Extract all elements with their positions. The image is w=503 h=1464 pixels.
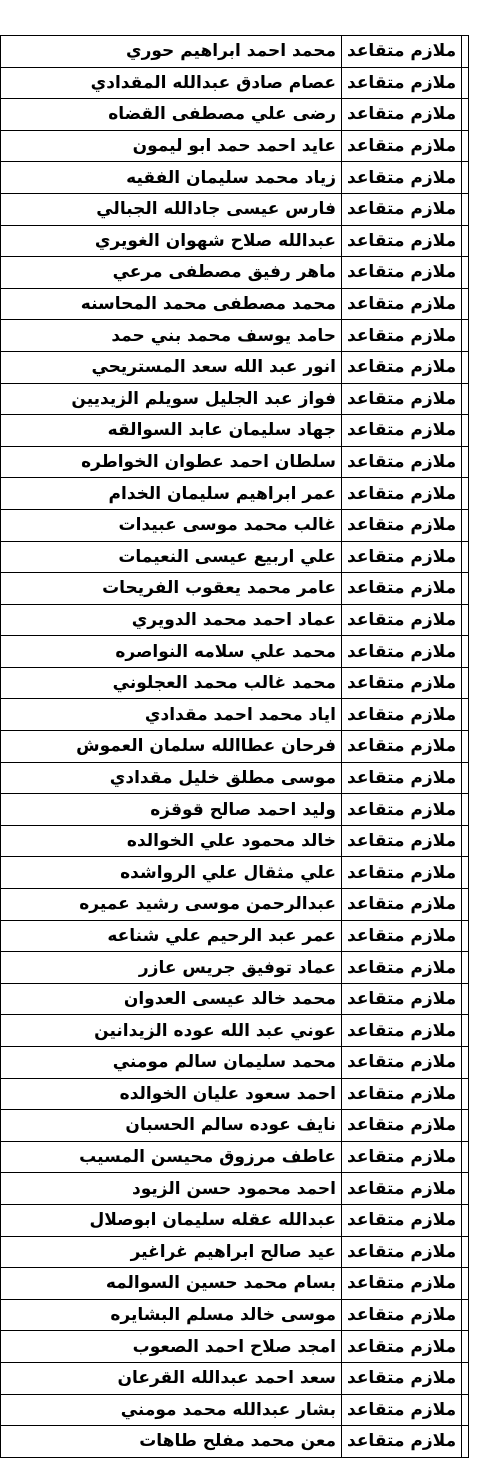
row-edge-cell [462,1110,469,1142]
table-row [1,573,469,605]
name-cell: عايد احمد حمد ابو ليمون [1,130,342,162]
name-cell: بسام محمد حسين السوالمه [1,1268,342,1300]
row-edge-cell [462,636,469,668]
table-row [1,762,469,794]
table-row [1,36,469,68]
rank-cell: ملازم متقاعد [342,699,462,731]
table-row [1,1047,469,1079]
name-cell: موسى مطلق خليل مقدادي [1,762,342,794]
table-row [1,478,469,510]
table-row [1,1426,469,1458]
rank-cell: ملازم متقاعد [342,351,462,383]
name-cell: احمد محمود حسن الزيود [1,1173,342,1205]
name-cell: عماد توفيق جريس عازر [1,952,342,984]
rank-cell: ملازم متقاعد [342,320,462,352]
table-row [1,952,469,984]
name-cell: عصام صادق عبدالله المقدادي [1,67,342,99]
rank-cell: ملازم متقاعد [342,36,462,68]
table-row [1,130,469,162]
rank-cell: ملازم متقاعد [342,731,462,763]
name-cell: عوني عبد الله عوده الزيدانين [1,1015,342,1047]
table-row [1,257,469,289]
row-edge-cell [462,857,469,889]
row-edge-cell [462,446,469,478]
row-edge-cell [462,762,469,794]
row-edge-cell [462,889,469,921]
row-edge-cell [462,509,469,541]
table-row [1,857,469,889]
table-row [1,320,469,352]
name-cell: عبدالله صلاح شهوان الغويري [1,225,342,257]
row-edge-cell [462,1299,469,1331]
rank-cell: ملازم متقاعد [342,288,462,320]
name-cell: محمد احمد ابراهيم حوري [1,36,342,68]
rank-cell: ملازم متقاعد [342,1173,462,1205]
name-cell: اياد محمد احمد مقدادي [1,699,342,731]
rank-cell: ملازم متقاعد [342,1331,462,1363]
name-cell: بشار عبدالله محمد مومني [1,1394,342,1426]
table-row [1,1362,469,1394]
table-row [1,1110,469,1142]
retirees-table [0,35,469,1458]
row-edge-cell [462,1047,469,1079]
row-edge-cell [462,351,469,383]
rank-cell: ملازم متقاعد [342,889,462,921]
table-row [1,1204,469,1236]
row-edge-cell [462,257,469,289]
name-cell: محمد خالد عيسى العدوان [1,983,342,1015]
table-row [1,667,469,699]
row-edge-cell [462,1394,469,1426]
name-cell: عيد صالح ابراهيم غراغير [1,1236,342,1268]
name-cell: غالب محمد موسى عبيدات [1,509,342,541]
table-row [1,1141,469,1173]
name-cell: فرحان عطاالله سلمان العموش [1,731,342,763]
name-cell: محمد غالب محمد العجلوني [1,667,342,699]
table-row [1,604,469,636]
rank-cell: ملازم متقاعد [342,1426,462,1458]
rank-cell: ملازم متقاعد [342,257,462,289]
row-edge-cell [462,825,469,857]
rank-cell: ملازم متقاعد [342,1141,462,1173]
row-edge-cell [462,573,469,605]
table-body [1,36,469,1458]
name-cell: زياد محمد سليمان الفقيه [1,162,342,194]
rank-cell: ملازم متقاعد [342,1362,462,1394]
row-edge-cell [462,288,469,320]
row-edge-cell [462,1204,469,1236]
table-row [1,162,469,194]
table-row [1,983,469,1015]
rank-cell: ملازم متقاعد [342,193,462,225]
rank-cell: ملازم متقاعد [342,825,462,857]
row-edge-cell [462,1268,469,1300]
name-cell: عبدالرحمن موسى رشيد عميره [1,889,342,921]
name-cell: عمر عبد الرحيم علي شناعه [1,920,342,952]
rank-cell: ملازم متقاعد [342,162,462,194]
table-row [1,193,469,225]
rank-cell: ملازم متقاعد [342,857,462,889]
table-row [1,67,469,99]
row-edge-cell [462,225,469,257]
name-cell: سلطان احمد عطوان الخواطره [1,446,342,478]
rank-cell: ملازم متقاعد [342,130,462,162]
row-edge-cell [462,36,469,68]
table-row [1,731,469,763]
row-edge-cell [462,1362,469,1394]
name-cell: عبدالله عقله سليمان ابوصلال [1,1204,342,1236]
name-cell: عاطف مرزوق محيسن المسيب [1,1141,342,1173]
row-edge-cell [462,320,469,352]
table-row [1,446,469,478]
rank-cell: ملازم متقاعد [342,794,462,826]
table-row [1,636,469,668]
table-row [1,541,469,573]
rank-cell: ملازم متقاعد [342,1394,462,1426]
rank-cell: ملازم متقاعد [342,1110,462,1142]
name-cell: عماد احمد محمد الدويري [1,604,342,636]
row-edge-cell [462,983,469,1015]
rank-cell: ملازم متقاعد [342,1015,462,1047]
rank-cell: ملازم متقاعد [342,1299,462,1331]
row-edge-cell [462,193,469,225]
row-edge-cell [462,541,469,573]
row-edge-cell [462,604,469,636]
rank-cell: ملازم متقاعد [342,573,462,605]
rank-cell: ملازم متقاعد [342,920,462,952]
table-row [1,1268,469,1300]
row-edge-cell [462,1331,469,1363]
table-row [1,1015,469,1047]
row-edge-cell [462,667,469,699]
rank-cell: ملازم متقاعد [342,667,462,699]
rank-cell: ملازم متقاعد [342,1204,462,1236]
name-cell: محمد سليمان سالم مومني [1,1047,342,1079]
name-cell: فواز عبد الجليل سويلم الزيديين [1,383,342,415]
table-row [1,1299,469,1331]
row-edge-cell [462,1173,469,1205]
name-cell: فارس عيسى جادالله الجبالي [1,193,342,225]
row-edge-cell [462,130,469,162]
row-edge-cell [462,1078,469,1110]
row-edge-cell [462,1426,469,1458]
name-cell: جهاد سليمان عابد السوالقه [1,415,342,447]
name-cell: محمد مصطفى محمد المحاسنه [1,288,342,320]
name-cell: ماهر رفيق مصطفى مرعي [1,257,342,289]
table-row [1,1078,469,1110]
rank-cell: ملازم متقاعد [342,604,462,636]
table-row [1,1331,469,1363]
name-cell: انور عبد الله سعد المستريحي [1,351,342,383]
rank-cell: ملازم متقاعد [342,1268,462,1300]
name-cell: معن محمد مفلح طاهات [1,1426,342,1458]
rank-cell: ملازم متقاعد [342,1078,462,1110]
rank-cell: ملازم متقاعد [342,952,462,984]
name-cell: وليد احمد صالح قوقزه [1,794,342,826]
row-edge-cell [462,731,469,763]
table-row [1,99,469,131]
name-cell: علي اربيع عيسى النعيمات [1,541,342,573]
rank-cell: ملازم متقاعد [342,99,462,131]
name-cell: خالد محمود علي الخوالده [1,825,342,857]
rank-cell: ملازم متقاعد [342,446,462,478]
name-cell: موسى خالد مسلم البشايره [1,1299,342,1331]
row-edge-cell [462,99,469,131]
name-cell: احمد سعود عليان الخوالده [1,1078,342,1110]
table-row [1,889,469,921]
name-cell: امجد صلاح احمد الصعوب [1,1331,342,1363]
row-edge-cell [462,1236,469,1268]
row-edge-cell [462,67,469,99]
rank-cell: ملازم متقاعد [342,1236,462,1268]
table-row [1,383,469,415]
row-edge-cell [462,699,469,731]
rank-cell: ملازم متقاعد [342,1047,462,1079]
table-row [1,699,469,731]
table-row [1,1173,469,1205]
row-edge-cell [462,1141,469,1173]
rank-cell: ملازم متقاعد [342,541,462,573]
row-edge-cell [462,920,469,952]
rank-cell: ملازم متقاعد [342,983,462,1015]
row-edge-cell [462,478,469,510]
rank-cell: ملازم متقاعد [342,509,462,541]
name-cell: حامد يوسف محمد بني حمد [1,320,342,352]
name-cell: سعد احمد عبدالله القرعان [1,1362,342,1394]
rank-cell: ملازم متقاعد [342,383,462,415]
table-row [1,351,469,383]
name-cell: رضى علي مصطفى القضاه [1,99,342,131]
table-row [1,415,469,447]
name-cell: عمر ابراهيم سليمان الخدام [1,478,342,510]
row-edge-cell [462,1015,469,1047]
table-row [1,1236,469,1268]
table-row [1,794,469,826]
table-row [1,225,469,257]
table-row [1,825,469,857]
rank-cell: ملازم متقاعد [342,478,462,510]
row-edge-cell [462,162,469,194]
table-row [1,1394,469,1426]
row-edge-cell [462,952,469,984]
name-cell: محمد علي سلامه النواصره [1,636,342,668]
row-edge-cell [462,383,469,415]
rank-cell: ملازم متقاعد [342,636,462,668]
table-row [1,288,469,320]
rank-cell: ملازم متقاعد [342,225,462,257]
name-cell: نايف عوده سالم الحسبان [1,1110,342,1142]
name-cell: علي مثقال علي الرواشده [1,857,342,889]
table-row [1,509,469,541]
rank-cell: ملازم متقاعد [342,762,462,794]
row-edge-cell [462,415,469,447]
name-cell: عامر محمد يعقوب الفريحات [1,573,342,605]
rank-cell: ملازم متقاعد [342,415,462,447]
rank-cell: ملازم متقاعد [342,67,462,99]
table-row [1,920,469,952]
row-edge-cell [462,794,469,826]
